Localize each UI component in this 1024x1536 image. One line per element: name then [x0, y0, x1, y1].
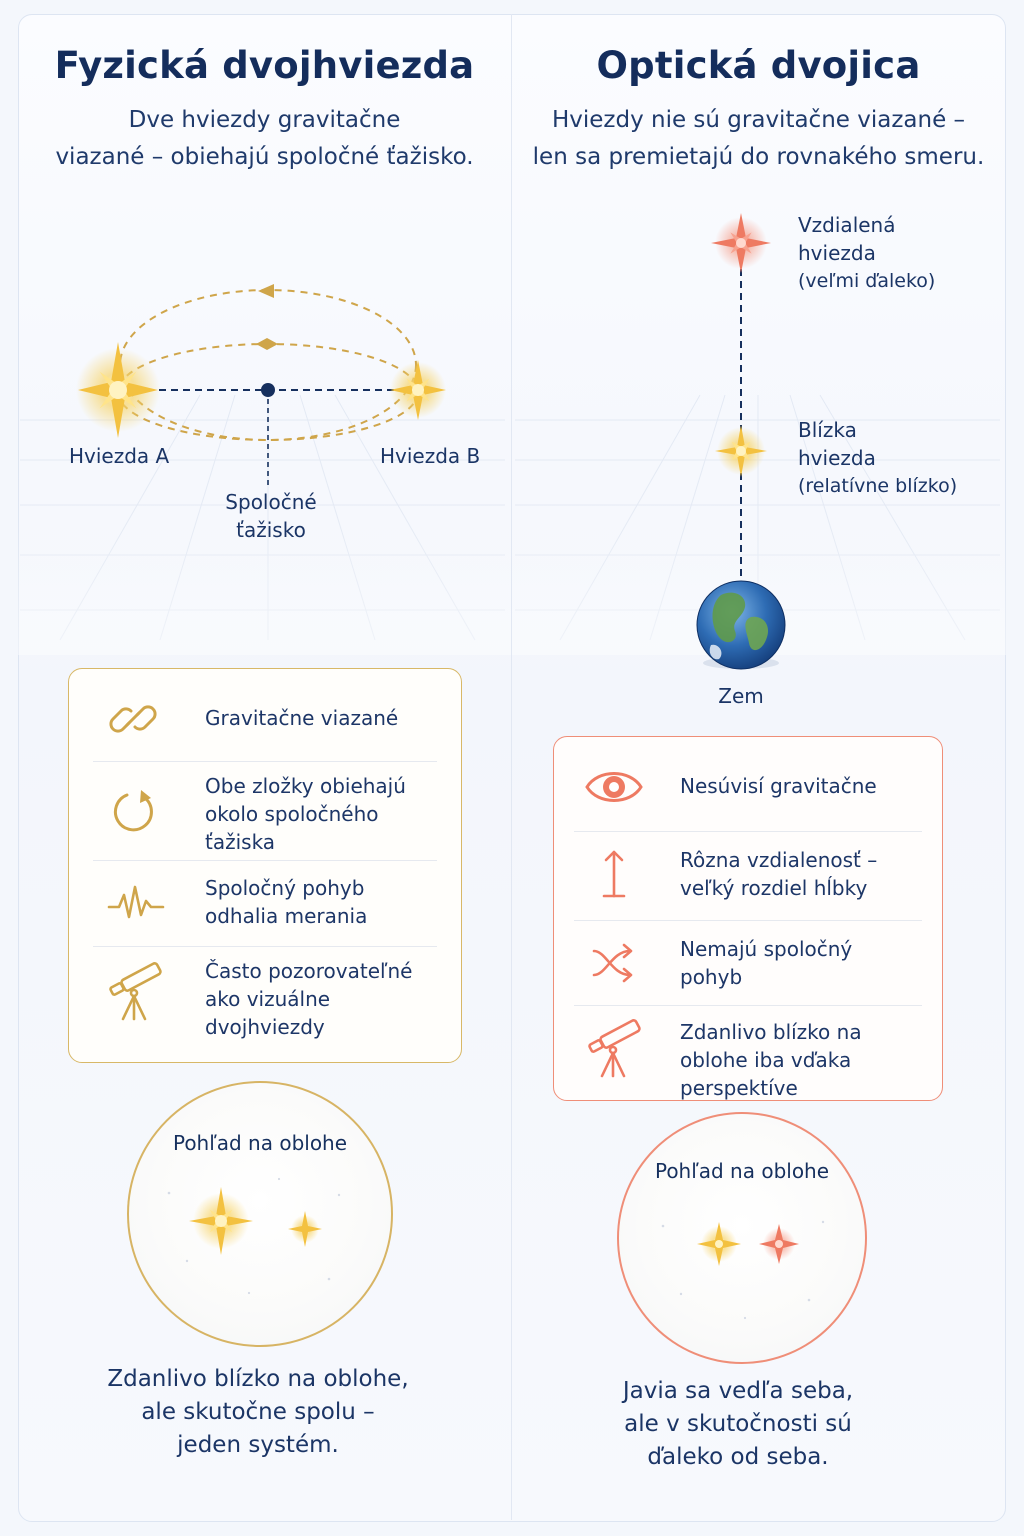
left-subtitle-line-2: viazané – obiehajú spoločné ťažisko.	[55, 144, 474, 170]
eye-icon	[584, 765, 644, 809]
far-star-label	[798, 211, 935, 295]
feature-text-2: Obe zložky obiehajú okolo spoločného ťažiska	[205, 774, 406, 854]
left-caption-line-3: jeden systém.	[177, 1432, 339, 1458]
right-sky-view-title: Pohľad na oblohe	[654, 1159, 830, 1183]
left-sky-stars	[129, 1083, 391, 1345]
right-caption	[512, 1375, 964, 1474]
left-sky-view-title: Pohľad na oblohe	[172, 1131, 348, 1155]
far-star-distance-note: (veľmi ďaleko)	[798, 270, 936, 292]
orbit-direction-arrow	[258, 284, 274, 298]
shuffle-icon	[590, 941, 640, 985]
right-caption-line-1: Javia sa vedľa seba,	[622, 1378, 854, 1404]
right-caption-line-3: ďaleko od seba.	[647, 1444, 829, 1470]
feature-row	[554, 921, 942, 1005]
left-caption-line-1: Zdanlivo blízko na oblohe,	[107, 1366, 409, 1392]
sky-near-star-icon	[697, 1222, 741, 1266]
far-star-label-line-2: hviezda	[798, 241, 876, 265]
feature-row	[69, 669, 461, 761]
barycenter-label	[200, 488, 342, 544]
barycenter-label-line-1: Spoločné	[225, 490, 317, 514]
left-caption-line-2: ale skutočne spolu –	[141, 1399, 375, 1425]
feature-text-1: Nesúvisí gravitačne	[680, 774, 877, 798]
feature-row	[554, 1006, 942, 1098]
feature-text-4: Často pozorovateľné ako vizuálne dvojhviezdy	[205, 959, 413, 1039]
far-star-label-line-1: Vzdialená	[798, 213, 896, 237]
near-star-label-line-2: hviezda	[798, 446, 876, 470]
left-caption	[18, 1363, 498, 1462]
faint-sky-dots	[662, 1221, 825, 1319]
feature-row	[554, 737, 942, 831]
near-star-distance-note: (relatívne blízko)	[798, 475, 958, 497]
right-subtitle-line-1: Hviezdy nie sú gravitačne viazané –	[551, 107, 966, 133]
earth-label: Zem	[718, 684, 764, 708]
sky-star-small-icon	[288, 1211, 322, 1247]
left-sky-view	[127, 1081, 393, 1347]
signal-wave-icon	[107, 879, 165, 927]
star-a-icon	[76, 342, 160, 438]
feature-row	[69, 861, 461, 946]
near-star-label	[798, 416, 957, 500]
right-title: Optická dvojica	[596, 44, 921, 87]
telescope-icon	[107, 961, 167, 1023]
feature-row	[554, 832, 942, 920]
feature-text-2: Rôzna vzdialenosť – veľký rozdiel hĺbky	[680, 848, 878, 900]
right-subtitle-line-2: len sa premietajú do rovnakého smeru.	[532, 144, 985, 170]
feature-text-4: Zdanlivo blízko na oblohe iba vďaka perspektíve	[680, 1020, 862, 1100]
barycenter-label-line-2: ťažisko	[236, 518, 306, 542]
orbit-arrow-icon	[111, 786, 159, 834]
orbit-direction-marker	[256, 338, 278, 350]
left-title: Fyzická dvojhviezda	[54, 44, 475, 87]
left-subtitle-line-1: Dve hviezdy gravitačne	[128, 107, 401, 133]
star-a-label: Hviezda A	[69, 444, 170, 468]
telescope-icon	[586, 1018, 646, 1080]
star-b-label: Hviezda B	[380, 444, 481, 468]
near-star-label-line-1: Blízka	[798, 418, 857, 442]
right-caption-line-2: ale v skutočnosti sú	[624, 1411, 852, 1437]
feature-row	[69, 947, 461, 1059]
optical-double-features	[553, 736, 943, 1101]
sky-far-star-icon	[759, 1224, 799, 1264]
sky-star-large-icon	[189, 1187, 253, 1255]
right-sky-view	[617, 1112, 867, 1364]
physical-binary-features	[68, 668, 462, 1063]
link-icon	[109, 695, 157, 743]
right-sky-stars	[619, 1114, 865, 1362]
feature-text-1: Gravitačne viazané	[205, 706, 399, 730]
right-subtitle	[522, 102, 995, 176]
barycenter-dot	[261, 383, 275, 397]
depth-arrow-icon	[598, 848, 630, 902]
feature-row	[69, 762, 461, 860]
feature-text-3: Nemajú spoločný pohyb	[680, 937, 853, 989]
feature-text-3: Spoločný pohyb odhalia merania	[205, 876, 368, 928]
star-b-icon	[390, 360, 446, 420]
